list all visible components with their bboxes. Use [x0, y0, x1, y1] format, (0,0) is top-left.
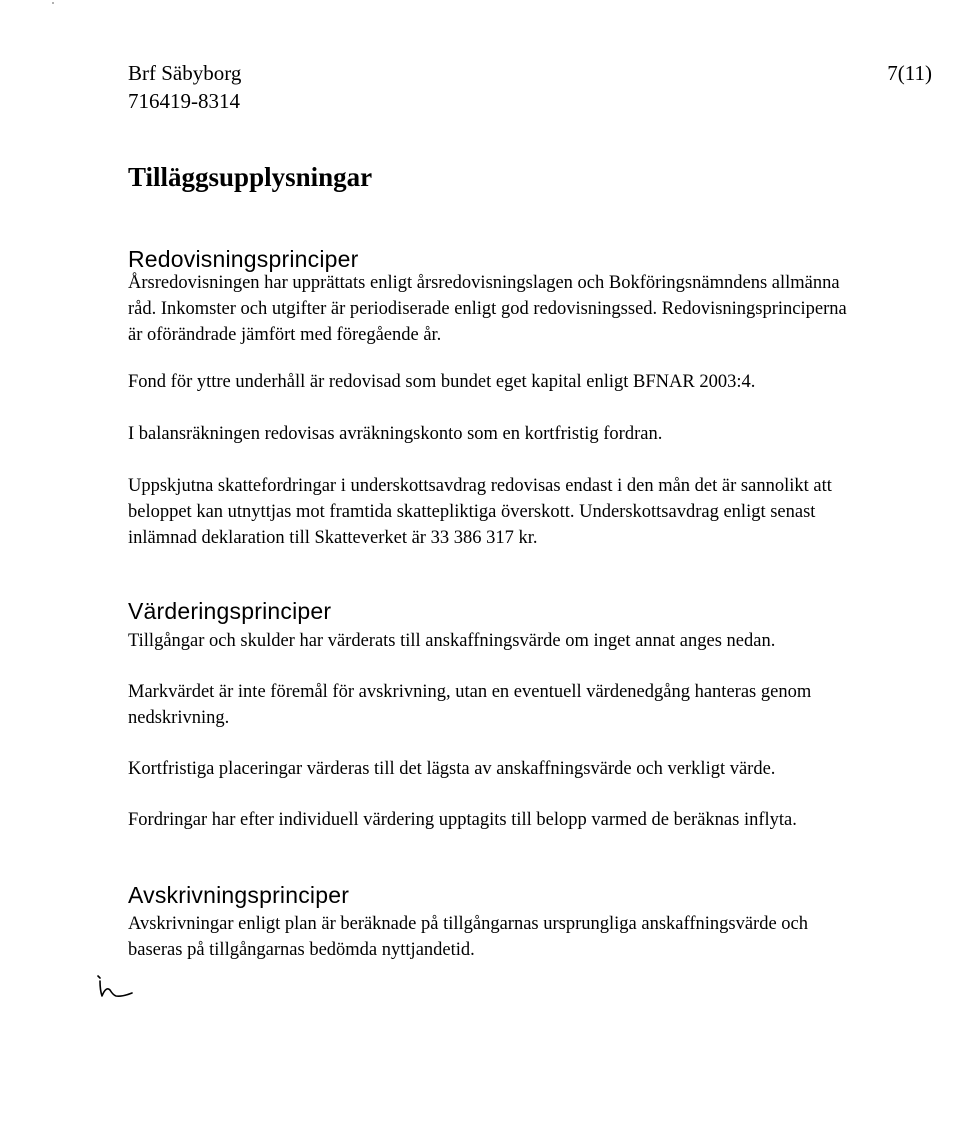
section-heading-varderingsprinciper: Värderingsprinciper: [128, 598, 332, 624]
text-line: råd. Inkomster och utgifter är periodiserade enligt god redovisningssed. Redovisningsprinciperna: [128, 299, 847, 319]
paragraph-fond-yttre-underhall: Fond för yttre underhåll är redovisad som bundet eget kapital enligt BFNAR 2003:4.: [128, 372, 756, 392]
organization-name: Brf Säbyborg: [128, 61, 242, 85]
text-line: inlämnad deklaration till Skatteverket är 33 386 317 kr.: [128, 528, 538, 548]
section-heading-redovisningsprinciper: Redovisningsprinciper: [128, 246, 359, 272]
text-line: baseras på tillgångarnas bedömda nyttjandetid.: [128, 940, 475, 960]
text-line: är oförändrade jämfört med föregående år.: [128, 325, 442, 345]
paragraph-skattefordringar: [128, 473, 928, 551]
organization-number: 716419-8314: [128, 89, 240, 113]
paragraph-avrakningskonto: I balansräkningen redovisas avräkningskonto som en kortfristig fordran.: [128, 424, 663, 444]
text-line: Avskrivningar enligt plan är beräknade på tillgångarnas ursprungliga anskaffningsvärde och: [128, 914, 809, 934]
text-line: Markvärdet är inte föremål för avskrivning, utan en eventuell värdenedgång hanteras genom: [128, 682, 812, 702]
paragraph-fordringar: Fordringar har efter individuell värdering upptagits till belopp varmed de beräknas inflyta.: [128, 810, 797, 830]
paragraph-tillgangar-skulder: Tillgångar och skulder har värderats till anskaffningsvärde om inget annat anges nedan.: [128, 631, 776, 651]
paragraph-redovisning-general: [128, 270, 928, 348]
section-heading-avskrivningsprinciper: Avskrivningsprinciper: [128, 882, 350, 908]
paragraph-kortfristiga-placeringar: Kortfristiga placeringar värderas till det lägsta av anskaffningsvärde och verkligt värde.: [128, 759, 776, 779]
text-line: Årsredovisningen har upprättats enligt årsredovisningslagen och Bokföringsnämndens allmänna: [128, 273, 840, 293]
text-line: beloppet kan utnyttjas mot framtida skattepliktiga överskott. Underskottsavdrag enligt senast: [128, 502, 816, 522]
handwritten-initials-signature: [92, 966, 152, 1006]
paragraph-markvardet: [128, 679, 928, 731]
paragraph-avskrivningar: [128, 911, 928, 963]
scan-speck: [52, 2, 54, 4]
page-number: 7(11): [887, 61, 932, 85]
text-line: Uppskjutna skattefordringar i underskottsavdrag redovisas endast i den mån det är sannolikt att: [128, 476, 832, 496]
page-title: Tilläggsupplysningar: [128, 162, 373, 192]
text-line: nedskrivning.: [128, 708, 230, 728]
